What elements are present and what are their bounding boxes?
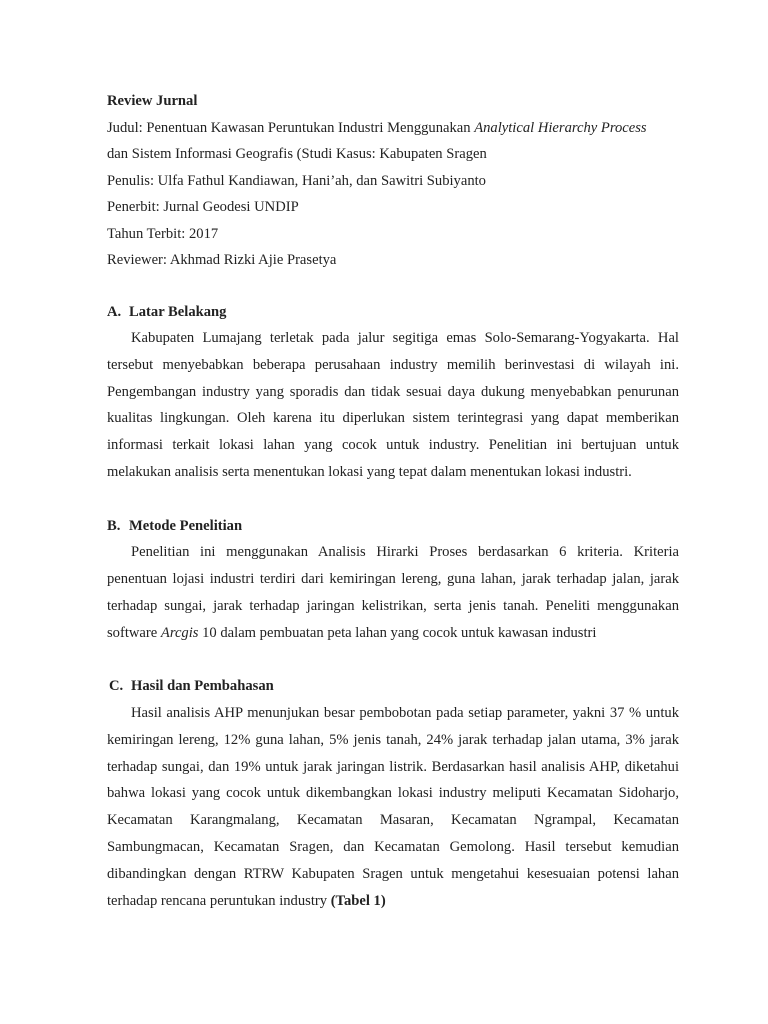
paragraph-text-end: 10 dalam pembuatan peta lahan yang cocok untuk kawasan industri [198,624,597,641]
section-metode-penelitian [107,513,679,647]
penerbit-line: Penerbit: Jurnal Geodesi UNDIP [107,199,299,215]
judul-italic: Analytical Hierarchy Process [474,119,647,136]
section-hasil-pembahasan [107,673,679,914]
section-heading-text: Latar Belakang [129,303,227,320]
section-heading [107,513,679,540]
reviewer-line: Reviewer: Akhmad Rizki Ajie Prasetya [107,252,337,268]
table-reference: (Tabel 1) [330,892,386,909]
document-page [107,88,679,914]
section-letter: B. [107,517,121,534]
section-latar-belakang [107,299,679,486]
section-paragraph: Kabupaten Lumajang terletak pada jalur segitiga emas Solo-Semarang-Yogyakarta. Hal tersebut menyebabkan beberapa perusahaan industry memilih berinvestasi di wilayah ini. Pengembangan industry yang sporadis dan tidak sesuai daya dukung menyebabkan penurunan kualitas lingkungan. Oleh karena itu diperlukan sistem terintegrasi yang dapat memberikan informasi terkait lokasi lahan yang cocok untuk industry. Penelitian ini bertujuan untuk melakukan analisis serta menentukan lokasi yang tepat dalam menentukan lokasi industri. [107,330,679,480]
section-heading-text: Hasil dan Pembahasan [131,678,274,695]
penulis-line: Penulis: Ulfa Fathul Kandiawan, Hani’ah, dan Sawitri Subiyanto [107,172,486,189]
judul-prefix: Judul: Penentuan Kawasan Peruntukan Industri Menggunakan [107,119,475,136]
section-paragraph [107,539,679,646]
tahun-line: Tahun Terbit: 2017 [107,225,219,242]
document-title: Review Jurnal [107,93,198,109]
section-heading [107,673,679,700]
judul-line-1 [107,115,679,142]
section-heading-text: Metode Penelitian [129,517,243,534]
paragraph-text: Penelitian ini menggunakan Analisis Hirarki Proses berdasarkan 6 kriteria. Kriteria penentuan lojasi industri terdiri dari kemiringan lereng, guna lahan, jarak terhadap jalan, jarak terhadap sungai, jarak terhadap jaringan kelistrikan, serta jenis tanah. Peneliti menggunakan software [107,544,679,641]
software-name: Arcgis [160,624,199,641]
paragraph-text: Hasil analisis AHP menunjukan besar pembobotan pada setiap parameter, yakni 37 % untuk kemiringan lereng, 12% guna lahan, 5% jenis tanah, 24% jarak terhadap jalan utama, 3% jarak terhadap sungai, dan 19% untuk jarak jaringan listrik. Berdasarkan hasil analisis AHP, diketahui bahwa lokasi yang cocok untuk dikembangkan lokasi industry meliputi Kecamatan Sidoharjo, Kecamatan Karangmalang, Kecamatan Masaran, Kecamatan Ngrampal, Kecamatan Sambungmacan, Kecamatan Sragen, dan Kecamatan Gemolong. Hasil tersebut kemudian dibandingkan dengan RTRW Kabupaten Sragen untuk mengetahui kesesuaian potensi lahan terhadap rencana peruntukan industry [107,704,679,909]
section-heading [107,299,679,326]
section-letter: A. [107,303,122,320]
section-letter: C. [109,678,124,695]
section-paragraph [107,700,679,914]
judul-line-2: dan Sistem Informasi Geografis (Studi Kasus: Kabupaten Sragen [107,146,487,162]
